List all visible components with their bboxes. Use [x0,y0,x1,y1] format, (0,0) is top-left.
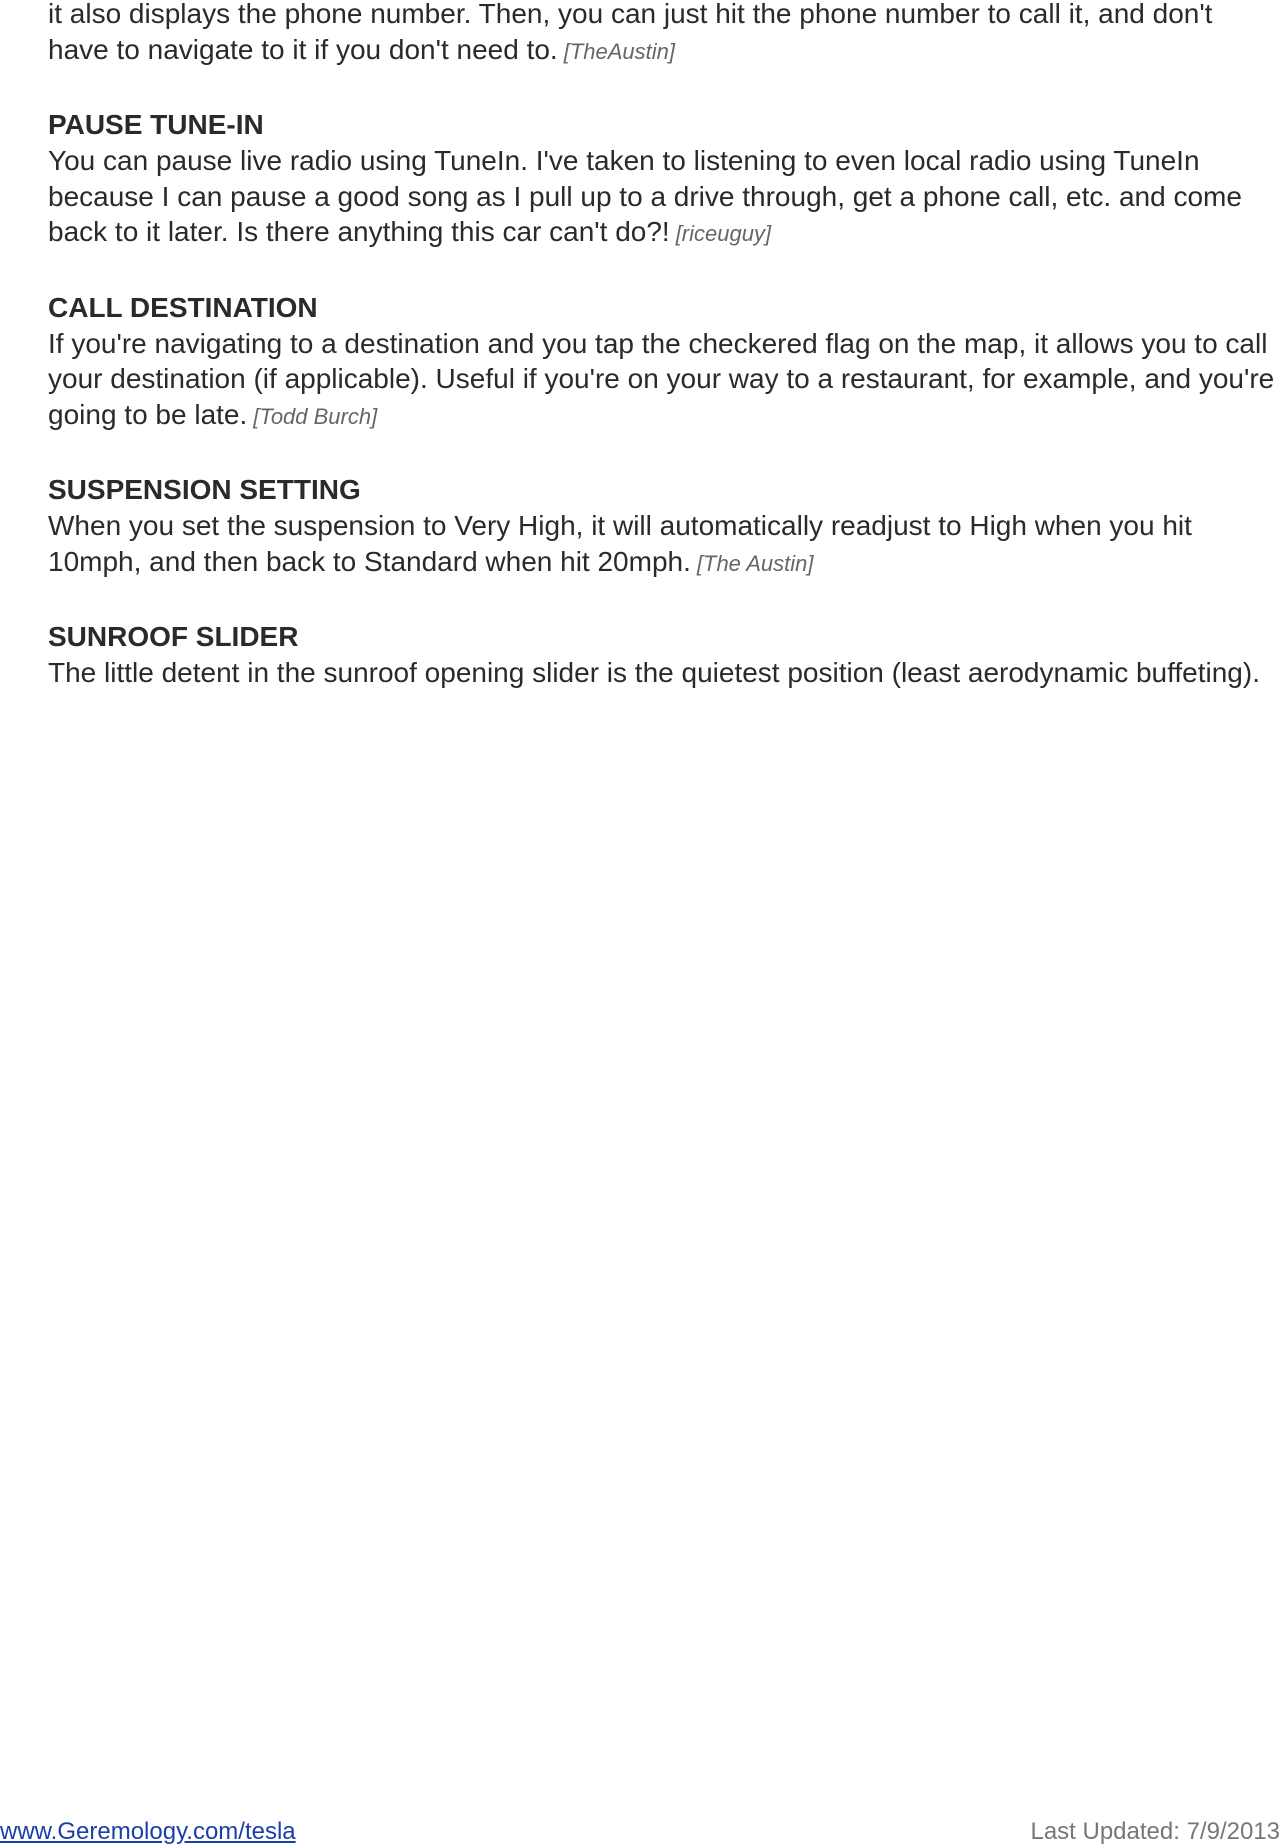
tip-body [48,655,1276,691]
tip-text: When you set the suspension to Very High, it will automatically readjust to High when you hit 10mph, and then back to Standard when hit 20mph. [48,510,1192,577]
tip-author: [The Austin] [696,550,814,576]
tip-body [48,0,1276,69]
tip-text: it also displays the phone number. Then, you can just hit the phone number to call it, and don't have to navigate to it if you don't need to. [48,0,1213,65]
tip-heading: SUSPENSION SETTING [48,474,361,505]
tip-text: The little detent in the sunroof opening slider is the quietest position (least aerodynamic buffeting). [48,657,1260,688]
tip-author: [TheAustin] [563,38,675,64]
document-content [48,0,1276,729]
tip-suspension-setting [48,472,1276,581]
tip-author: [riceuguy] [675,221,772,246]
tip-text: You can pause live radio using TuneIn. I've taken to listening to even local radio using TuneIn because I can pause a good song as I pull up to a drive through, get a phone call, etc. and come back to it later. Is there anything this car can't do?! [48,145,1242,247]
tip-body [48,508,1276,581]
tip-sunroof-slider [48,619,1276,691]
tip-continued [48,0,1276,69]
footer-website-link[interactable]: www.Geremology.com/tesla [0,1818,296,1845]
tip-heading: CALL DESTINATION [48,291,318,323]
tip-body [48,326,1276,435]
tip-call-destination [48,290,1276,435]
tip-text: If you're navigating to a destination and you tap the checkered flag on the map, it allows you to call your destination (if applicable). Useful if you're on your way to a restaurant, for example, and you're going to be late. [48,327,1275,430]
tip-heading: SUNROOF SLIDER [48,621,299,652]
tip-pause-tunein [48,107,1276,252]
tip-author: [Todd Burch] [253,403,378,429]
footer-last-updated: Last Updated: 7/9/2013 [1030,1818,1280,1845]
tip-heading: PAUSE TUNE-IN [48,109,264,140]
tip-body [48,143,1276,252]
